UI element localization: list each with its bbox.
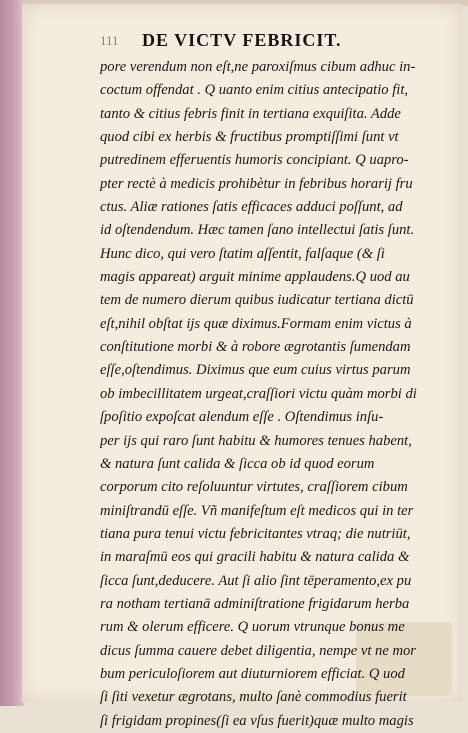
text-line: eſſe,oſtendimus. Diximus que eum cuius virtus parum xyxy=(100,362,411,379)
text-line: ob imbecillitatem urgeat,craſſiori victu quàm morbi di xyxy=(100,385,417,402)
text-line: coctum offendat . Q uanto enim citius antecipatio fit, xyxy=(100,82,409,99)
text-line: ra notham tertianā adminiſtratione frigidarum herba xyxy=(100,595,410,612)
text-line: putredinem efferuentis humoris concipiant. Q uapro- xyxy=(100,152,409,169)
text-line: miniſtrandū eſſe. Vñ manifeſtum eſt medicos qui in ter xyxy=(100,502,414,519)
text-line: Hunc dico, qui vero ſtatim aſſentit, falſaque (& ſi xyxy=(100,245,385,262)
page-header xyxy=(100,30,440,54)
text-line: bum periculoſiorem aut diuturniorem efficiat. Q uod xyxy=(100,665,405,682)
book-spine-edge xyxy=(0,0,24,706)
text-line: conſtitutione morbi & à robore ægrotantis ſumendam xyxy=(100,339,411,356)
text-line: ſi frigidam propines(ſi ea vſus fuerit)quæ multo magis xyxy=(100,712,414,729)
text-line: tem de numero dierum quibus iudicatur tertiana dictū xyxy=(100,292,414,309)
text-line: quod cibi ex herbis & fructibus promptiſſimi ſunt vt xyxy=(100,129,399,146)
text-line: tiana pura tenui victu febricitantes vtraq; die nutriūt, xyxy=(100,525,411,542)
text-line: pore verendum non eſt,ne paroxiſmus cibum adhuc in- xyxy=(100,59,416,75)
text-line: tanto & citius febris finit in tertiana exquiſita. Adde xyxy=(100,105,401,122)
folio-number: 111 xyxy=(100,33,119,48)
body-text xyxy=(100,56,440,733)
text-line: ctus. Aliæ rationes ſatis efficaces adduci poſſunt, ad xyxy=(100,199,403,216)
text-line: id oſtendendum. Hæc tamen ſano intellectui ſatis ſunt. xyxy=(100,222,415,239)
text-line: in maraſmū eos qui gracili habitu & natura calida & xyxy=(100,549,410,566)
text-line: ſi ſiti vexetur ægrotans, multo ſanè commodius fuerit xyxy=(100,689,407,706)
text-line: ſicca ſunt,deducere. Aut ſi alio ſint tēperamento,ex pu xyxy=(100,572,412,589)
text-line: per ijs qui raro ſunt habitu & humores tenues habent, xyxy=(100,432,412,449)
text-line: eſt,nihil obſtat ijs quæ diximus.Formam enim victus à xyxy=(100,315,412,332)
text-line: magis appareat) arguit minime applaudens.Q uod au xyxy=(100,269,410,286)
text-line: corporum cito reſoluuntur virtutes, craſſiorem cibum xyxy=(100,479,408,496)
text-line: rum & olerum efficere. Q uorum vtrunque bonus me xyxy=(100,619,405,636)
text-line: dicus ſumma cauere debet diligentia, nempe vt ne mor xyxy=(100,642,416,659)
running-title: DE VICTV FEBRICIT. xyxy=(142,30,342,50)
text-line: & natura ſunt calida & ſicca ob id quod eorum xyxy=(100,455,375,472)
text-line: ſpoſitio expoſcat alendum eſſe . Oſtendimus inſu- xyxy=(100,409,384,426)
text-line: pter rectè à medicis prohibètur in febribus horarij fru xyxy=(100,175,413,192)
